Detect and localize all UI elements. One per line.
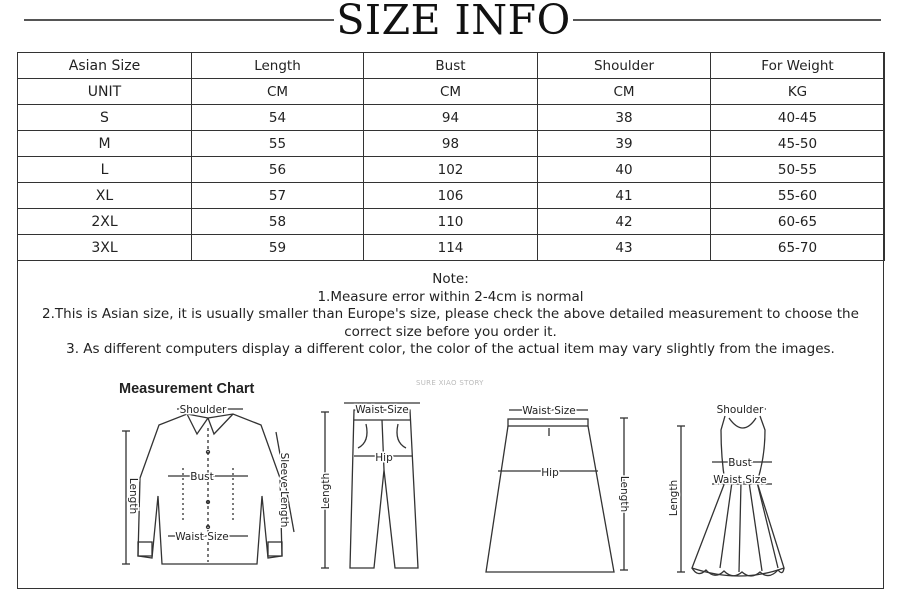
- notes-heading: Note:: [432, 271, 469, 287]
- table-cell: 45-50: [711, 131, 885, 157]
- header-rule-left: [24, 19, 334, 21]
- table-cell: 65-70: [711, 235, 885, 261]
- table-cell: 38: [538, 105, 711, 131]
- shirt-bust-label: Bust: [190, 471, 214, 483]
- shirt-sleeve-label: Sleeve Length: [278, 452, 290, 528]
- table-cell: L: [18, 157, 192, 183]
- table-row: [18, 183, 885, 209]
- table-cell: 114: [364, 235, 538, 261]
- measurement-labels: [18, 372, 883, 587]
- shirt-waist-label: Waist Size: [175, 531, 229, 543]
- table-cell: 3XL: [18, 235, 192, 261]
- column-header: Bust: [364, 53, 538, 79]
- table-cell: 106: [364, 183, 538, 209]
- skirt-hip-label: Hip: [541, 467, 559, 479]
- table-row: [18, 105, 885, 131]
- table-row: [18, 235, 885, 261]
- size-notes: [18, 271, 883, 359]
- table-cell: 102: [364, 157, 538, 183]
- pants-length-label: Length: [320, 472, 332, 510]
- table-cell: 98: [364, 131, 538, 157]
- table-row: [18, 209, 885, 235]
- table-cell: 39: [538, 131, 711, 157]
- size-table: [17, 52, 885, 261]
- table-cell: 60-65: [711, 209, 885, 235]
- column-header: Length: [192, 53, 364, 79]
- table-cell: M: [18, 131, 192, 157]
- shirt-shoulder-label: Shoulder: [179, 404, 227, 416]
- table-cell: 55-60: [711, 183, 885, 209]
- header-rule-right: [573, 19, 881, 21]
- skirt-length-label: Length: [618, 475, 630, 513]
- measurement-charts: [18, 372, 883, 587]
- table-cell: 110: [364, 209, 538, 235]
- measurement-chart-title: Measurement Chart: [119, 381, 255, 397]
- table-cell: 43: [538, 235, 711, 261]
- table-row: [18, 157, 885, 183]
- table-cell: 58: [192, 209, 364, 235]
- table-cell: 40: [538, 157, 711, 183]
- dress-waist-label: Waist Size: [713, 474, 767, 486]
- shirt-length-label: Length: [127, 477, 139, 515]
- table-cell: 54: [192, 105, 364, 131]
- page-title: SIZE INFO: [336, 0, 571, 44]
- table-cell: 55: [192, 131, 364, 157]
- table-cell: 42: [538, 209, 711, 235]
- table-cell: XL: [18, 183, 192, 209]
- table-cell: 57: [192, 183, 364, 209]
- skirt-waist-label: Waist Size: [522, 405, 576, 417]
- table-units-row: [18, 79, 885, 105]
- table-cell: 56: [192, 157, 364, 183]
- note-line: 3. As different computers display a different color, the color of the actual item may vary slightly from the images.: [66, 341, 835, 357]
- dress-shoulder-label: Shoulder: [716, 404, 764, 416]
- table-cell: 59: [192, 235, 364, 261]
- pants-waist-label: Waist Size: [355, 404, 409, 416]
- table-cell: CM: [364, 79, 538, 105]
- table-cell: UNIT: [18, 79, 192, 105]
- table-cell: S: [18, 105, 192, 131]
- table-cell: 2XL: [18, 209, 192, 235]
- table-cell: KG: [711, 79, 885, 105]
- table-cell: 40-45: [711, 105, 885, 131]
- pants-hip-label: Hip: [375, 452, 393, 464]
- table-cell: 94: [364, 105, 538, 131]
- table-cell: CM: [538, 79, 711, 105]
- dress-length-label: Length: [668, 479, 680, 517]
- dress-bust-label: Bust: [728, 457, 752, 469]
- table-row: [18, 131, 885, 157]
- note-line: 2.This is Asian size, it is usually smaller than Europe's size, please check the above detailed measurement to choose the correct size before you order it.: [42, 306, 859, 340]
- table-header-row: [18, 53, 885, 79]
- watermark: SURE XIAO STORY: [416, 379, 484, 387]
- table-cell: 41: [538, 183, 711, 209]
- table-cell: 50-55: [711, 157, 885, 183]
- column-header: Asian Size: [18, 53, 192, 79]
- size-info-header: [0, 0, 901, 50]
- column-header: Shoulder: [538, 53, 711, 79]
- note-line: 1.Measure error within 2-4cm is normal: [317, 288, 584, 305]
- table-cell: CM: [192, 79, 364, 105]
- column-header: For Weight: [711, 53, 885, 79]
